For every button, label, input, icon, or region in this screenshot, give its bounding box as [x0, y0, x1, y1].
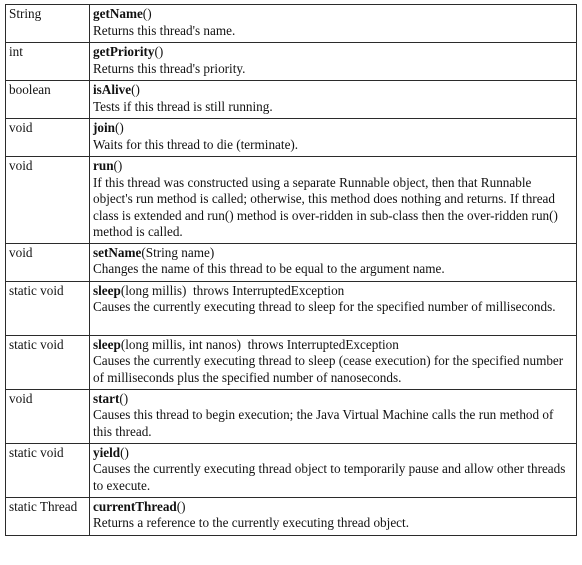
method-description: If this thread was constructed using a separate Runnable object, then that Runnable object's run method is called; otherwise, this method does nothing and returns. If thread class is extended and run() method is over-ridden in sub-class then the over-ridden run() method is called.: [93, 174, 558, 239]
method-signature: [93, 120, 574, 137]
return-type: void: [6, 157, 90, 244]
method-name: setName: [93, 244, 142, 260]
method-signature: [93, 283, 574, 300]
method-params: (): [114, 120, 124, 135]
method-name: sleep: [93, 282, 121, 298]
table-row: [6, 335, 577, 389]
table-row: [6, 243, 577, 281]
return-type: static void: [6, 281, 90, 335]
return-type: boolean: [6, 81, 90, 119]
table-row: [6, 119, 577, 157]
thread-methods-table: [5, 4, 577, 536]
method-signature: [93, 245, 574, 262]
table-row: [6, 443, 577, 497]
return-type: void: [6, 389, 90, 443]
return-type: String: [6, 5, 90, 43]
return-type: void: [6, 119, 90, 157]
method-signature: [93, 391, 574, 408]
method-description: Causes this thread to begin execution; the Java Virtual Machine calls the run method of this thread.: [93, 407, 554, 439]
method-name: join: [93, 120, 115, 135]
method-cell: [90, 243, 577, 281]
method-cell: [90, 335, 577, 389]
table-row: [6, 5, 577, 43]
method-params: (): [113, 158, 123, 173]
method-name: getName: [93, 6, 143, 21]
method-name: start: [93, 390, 120, 406]
method-cell: [90, 497, 577, 535]
method-name: sleep: [93, 336, 121, 352]
method-cell: [90, 157, 577, 244]
method-cell: [90, 5, 577, 43]
method-signature: [93, 499, 574, 516]
method-description: Causes the currently executing thread object to temporarily pause and allow other threads to execute.: [93, 461, 566, 493]
return-type: static void: [6, 335, 90, 389]
method-cell: [90, 281, 577, 335]
method-cell: [90, 389, 577, 443]
table-row: [6, 43, 577, 81]
method-description: Causes the currently executing thread to sleep for the specified number of milliseconds.: [93, 299, 556, 314]
table-row: [6, 497, 577, 535]
method-cell: [90, 81, 577, 119]
method-signature: [93, 337, 574, 354]
return-type: static Thread: [6, 497, 90, 535]
method-params: (long millis) throws InterruptedException: [120, 282, 345, 298]
method-cell: [90, 43, 577, 81]
method-signature: [93, 445, 574, 462]
method-description: Tests if this thread is still running.: [93, 98, 273, 114]
method-params: (long millis, int nanos) throws InterruptedException: [120, 336, 399, 352]
method-description: Returns this thread's priority.: [93, 60, 246, 76]
method-name: yield: [93, 444, 121, 460]
method-name: getPriority: [93, 44, 155, 59]
method-params: (): [176, 498, 186, 514]
method-description: Waits for this thread to die (terminate).: [93, 136, 299, 152]
method-description: Returns a reference to the currently executing thread object.: [93, 515, 409, 530]
method-name: run: [93, 158, 114, 173]
method-cell: [90, 443, 577, 497]
method-signature: [93, 6, 574, 23]
table-row: [6, 389, 577, 443]
return-type: void: [6, 243, 90, 281]
method-params: (): [120, 444, 129, 460]
method-cell: [90, 119, 577, 157]
method-params: (String name): [141, 244, 215, 260]
return-type: static void: [6, 443, 90, 497]
method-description: Causes the currently executing thread to sleep (cease execution) for the specified number of milliseconds plus the specified number of nanoseconds.: [93, 353, 564, 385]
method-name: currentThread: [93, 498, 177, 514]
method-params: (): [142, 6, 152, 21]
method-params: (): [154, 44, 164, 59]
table-row: [6, 157, 577, 244]
method-name: isAlive: [93, 82, 132, 97]
method-signature: [93, 82, 574, 99]
table-row: [6, 281, 577, 335]
method-params: (): [131, 82, 140, 97]
return-type: int: [6, 43, 90, 81]
method-signature: [93, 44, 574, 61]
table-row: [6, 81, 577, 119]
method-description: Returns this thread's name.: [93, 22, 236, 38]
method-signature: [93, 158, 574, 175]
method-params: (): [119, 390, 129, 406]
method-description: Changes the name of this thread to be equal to the argument name.: [93, 261, 445, 276]
